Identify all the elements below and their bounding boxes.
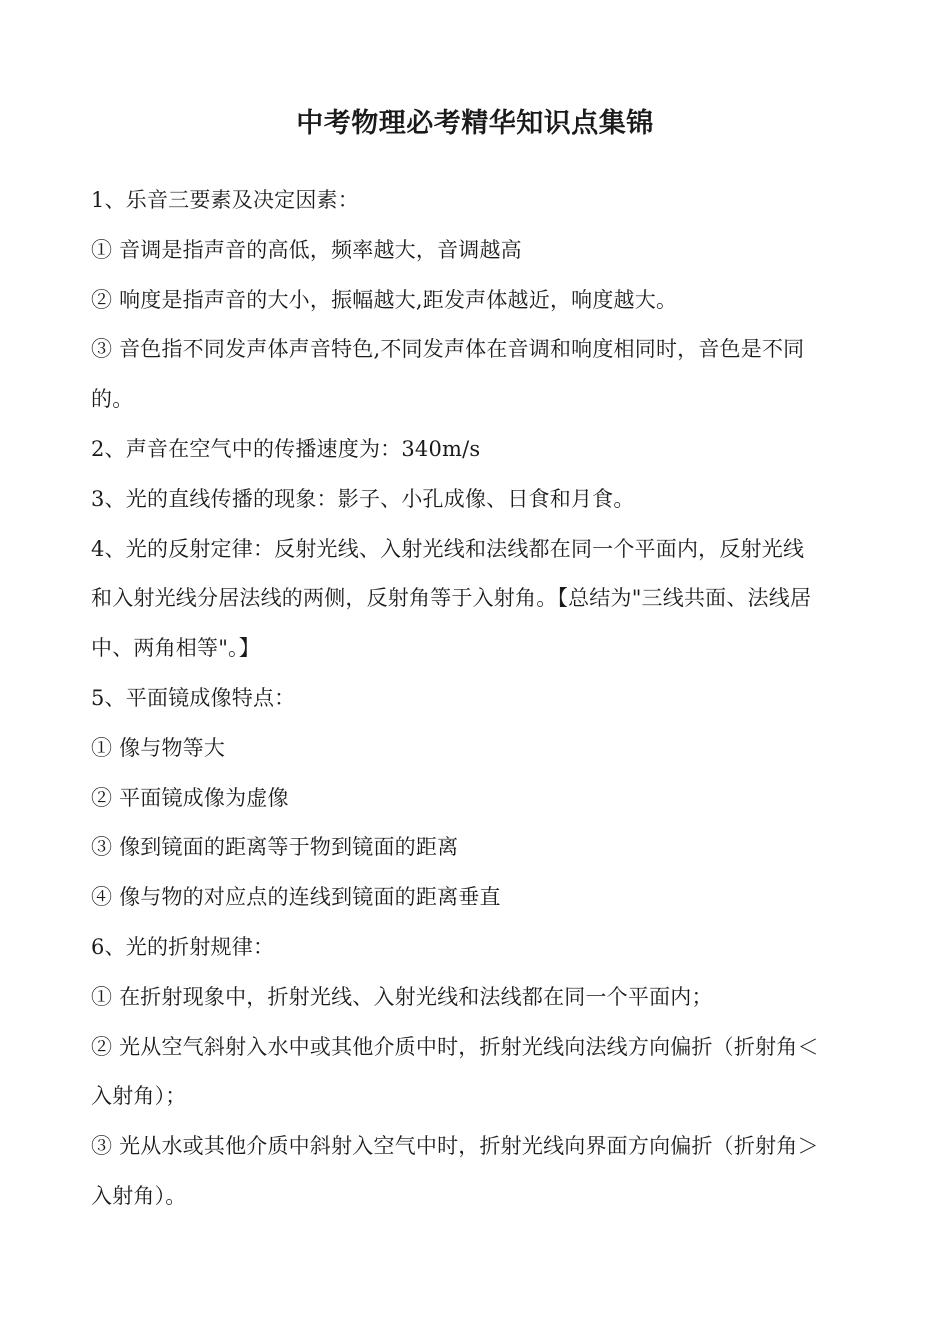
text-line: ① 音调是指声音的高低，频率越大，音调越高	[91, 237, 522, 262]
text-line: 6、光的折射规律：	[91, 934, 275, 959]
text-line: 2、声音在空气中的传播速度为：340m/s	[91, 436, 481, 461]
text-line: ③ 音色指不同发声体声音特色,不同发声体在音调和响度相同时，音色是不同	[91, 337, 805, 362]
document-body	[91, 176, 863, 1222]
text-line: ② 响度是指声音的大小，振幅越大,距发声体越近，响度越大。	[91, 287, 678, 312]
document-title: 中考物理必考精华知识点集锦	[296, 108, 654, 139]
text-line: 5、平面镜成像特点：	[91, 685, 296, 710]
text-line: 和入射光线分居法线的两侧，反射角等于入射角。【总结为"三线共面、法线居	[91, 586, 812, 611]
text-line: 的。	[91, 387, 134, 412]
text-line: 入射角）。	[91, 1183, 187, 1208]
text-line: ④ 像与物的对应点的连线到镜面的距离垂直	[91, 885, 501, 910]
text-line: ③ 光从水或其他介质中斜射入空气中时，折射光线向界面方向偏折（折射角＞	[91, 1134, 819, 1159]
text-line: 中、两角相等"。】	[91, 636, 260, 661]
text-line: ② 平面镜成像为虚像	[91, 785, 289, 810]
text-line: ② 光从空气斜射入水中或其他介质中时，折射光线向法线方向偏折（折射角＜	[91, 1034, 819, 1059]
text-line: 1、乐音三要素及决定因素：	[91, 188, 359, 212]
text-line: ① 像与物等大	[91, 735, 226, 760]
text-line: 4、光的反射定律：反射光线、入射光线和法线都在同一个平面内，反射光线	[91, 536, 805, 561]
text-line: ③ 像到镜面的距离等于物到镜面的距离	[91, 835, 459, 860]
text-line: 3、光的直线传播的现象：影子、小孔成像、日食和月食。	[91, 486, 635, 511]
text-line: 入射角）；	[91, 1084, 187, 1109]
text-line: ① 在折射现象中，折射光线、入射光线和法线都在同一个平面内；	[91, 984, 713, 1009]
